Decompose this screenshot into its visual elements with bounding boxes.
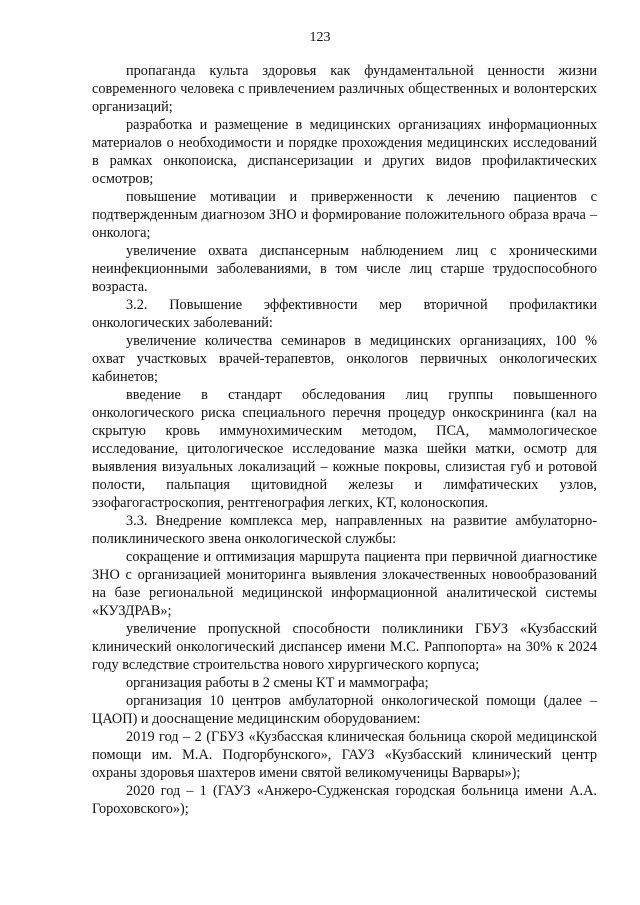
section-heading-3-3: 3.3. Внедрение комплекса мер, направленных на развитие амбулаторно-поликлинического звена онкологической службы: — [92, 513, 597, 547]
paragraph: разработка и размещение в медицинских организациях информационных материалов о необходимости и порядке прохождения медицинских исследований в рамках онкопоиска, диспансеризации и других видов профилактических осмотров; — [92, 117, 597, 187]
paragraph: сокращение и оптимизация маршрута пациента при первичной диагностике ЗНО с организацией мониторинга выявления злокачественных новообразований на базе региональной медицинской информационной аналитической системы «КУЗДРАВ»; — [92, 549, 597, 619]
paragraph: организация 10 центров амбулаторной онкологической помощи (далее – ЦАОП) и дооснащение медицинским оборудованием: — [92, 693, 597, 727]
paragraph: организация работы в 2 смены КТ и маммографа; — [126, 675, 429, 691]
paragraph: пропаганда культа здоровья как фундаментальной ценности жизни современного человека с привлечением различных общественных и волонтерских организаций; — [92, 63, 597, 115]
paragraph: введение в стандарт обследования лиц группы повышенного онкологического риска специального перечня процедур онкоскрининга (кал на скрытую кровь иммунохимическим методом, ПСА, маммологическое исследование, цитологическое исследование мазка шейки матки, осмотр для выявления визуальных локализаций – кожные покровы, слизистая губ и ротовой полости, пальпация щитовидной железы и лимфатических узлов, эзофагогастроскопия, рентгенография легких, КТ, колоноскопия. — [92, 387, 597, 511]
paragraph: увеличение охвата диспансерным наблюдением лиц с хроническими неинфекционными заболеваниями, в том числе лиц старше трудоспособного возраста. — [92, 243, 597, 295]
paragraph: 2020 год – 1 (ГАУЗ «Анжеро-Судженская городская больница имени А.А. Гороховского»); — [92, 783, 597, 817]
paragraph: повышение мотивации и приверженности к лечению пациентов с подтвержденным диагнозом ЗНО и формирование положительного образа врача – онколога; — [92, 189, 597, 241]
page-number: 123 — [309, 30, 331, 45]
section-heading-3-2: 3.2. Повышение эффективности мер вторичной профилактики онкологических заболеваний: — [92, 297, 597, 331]
document-body — [92, 62, 597, 818]
paragraph: 2019 год – 2 (ГБУЗ «Кузбасская клиническая больница скорой медицинской помощи им. М.А. Подгорбунского», ГАУЗ «Кузбасский клинический центр охраны здоровья шахтеров имени святой великомученицы Варвары»); — [92, 729, 597, 781]
paragraph: увеличение пропускной способности поликлиники ГБУЗ «Кузбасский клинический онкологический диспансер имени М.С. Раппопорта» на 30% к 2024 году вследствие строительства нового хирургического корпуса; — [92, 621, 597, 673]
paragraph: увеличение количества семинаров в медицинских организациях, 100 % охват участковых врачей-терапевтов, онкологов первичных онкологических кабинетов; — [92, 333, 597, 385]
